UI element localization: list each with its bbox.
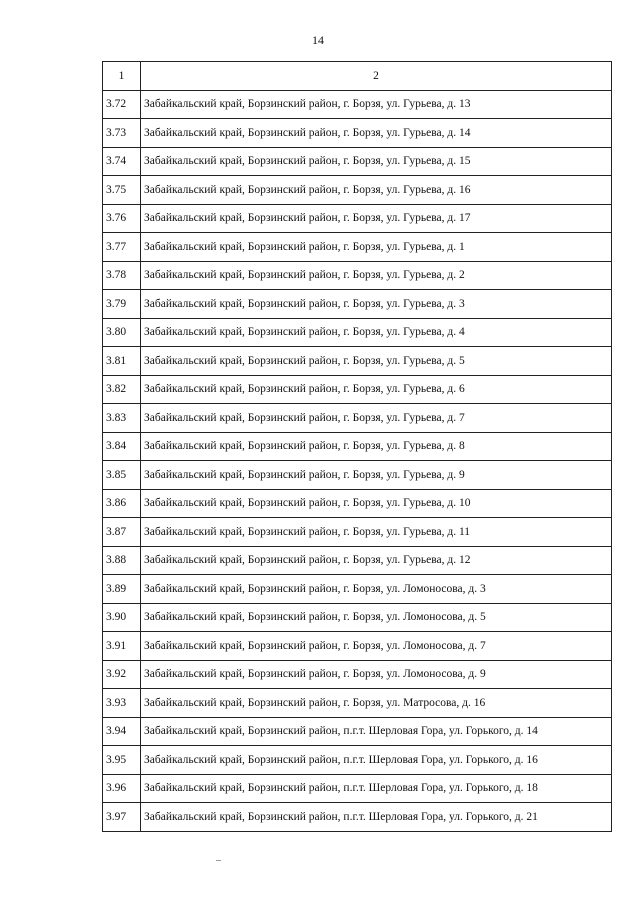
row-address: Забайкальский край, Борзинский район, г. Борзя, ул. Гурьева, д. 14 (141, 119, 612, 148)
table-row (103, 717, 612, 746)
table-row (103, 689, 612, 718)
table-row (103, 261, 612, 290)
row-address: Забайкальский край, Борзинский район, г. Борзя, ул. Гурьева, д. 5 (141, 347, 612, 376)
row-number: 3.74 (103, 147, 141, 176)
row-address: Забайкальский край, Борзинский район, г. Борзя, ул. Гурьева, д. 9 (141, 461, 612, 490)
row-number: 3.85 (103, 461, 141, 490)
row-address: Забайкальский край, Борзинский район, г. Борзя, ул. Ломоносова, д. 9 (141, 660, 612, 689)
row-address: Забайкальский край, Борзинский район, г. Борзя, ул. Ломоносова, д. 3 (141, 575, 612, 604)
table-row (103, 347, 612, 376)
row-address: Забайкальский край, Борзинский район, г. Борзя, ул. Гурьева, д. 15 (141, 147, 612, 176)
row-address: Забайкальский край, Борзинский район, г. Борзя, ул. Гурьева, д. 17 (141, 204, 612, 233)
table-row (103, 233, 612, 262)
row-number: 3.77 (103, 233, 141, 262)
row-number: 3.87 (103, 518, 141, 547)
table-row (103, 632, 612, 661)
table-row (103, 375, 612, 404)
row-number: 3.94 (103, 717, 141, 746)
row-address: Забайкальский край, Борзинский район, г. Борзя, ул. Гурьева, д. 6 (141, 375, 612, 404)
table-row (103, 318, 612, 347)
table-header (103, 62, 612, 91)
table-row (103, 404, 612, 433)
row-number: 3.88 (103, 546, 141, 575)
row-number: 3.83 (103, 404, 141, 433)
row-number: 3.84 (103, 432, 141, 461)
table-row (103, 518, 612, 547)
row-number: 3.79 (103, 290, 141, 319)
scan-artifact (216, 860, 221, 861)
row-number: 3.75 (103, 176, 141, 205)
table-row (103, 147, 612, 176)
row-address: Забайкальский край, Борзинский район, г. Борзя, ул. Ломоносова, д. 5 (141, 603, 612, 632)
table-row (103, 176, 612, 205)
table-row (103, 204, 612, 233)
row-number: 3.72 (103, 90, 141, 119)
row-number: 3.89 (103, 575, 141, 604)
table-header-row (103, 62, 612, 91)
table-row (103, 461, 612, 490)
row-number: 3.96 (103, 774, 141, 803)
row-address: Забайкальский край, Борзинский район, г. Борзя, ул. Гурьева, д. 10 (141, 489, 612, 518)
row-address: Забайкальский край, Борзинский район, п.г.т. Шерловая Гора, ул. Горького, д. 18 (141, 774, 612, 803)
row-address: Забайкальский край, Борзинский район, г. Борзя, ул. Гурьева, д. 1 (141, 233, 612, 262)
row-number: 3.95 (103, 746, 141, 775)
row-number: 3.97 (103, 803, 141, 832)
table-row (103, 290, 612, 319)
row-address: Забайкальский край, Борзинский район, г. Борзя, ул. Гурьева, д. 2 (141, 261, 612, 290)
table-row (103, 803, 612, 832)
address-table (102, 61, 612, 832)
table-row (103, 774, 612, 803)
row-address: Забайкальский край, Борзинский район, г. Борзя, ул. Матросова, д. 16 (141, 689, 612, 718)
row-address: Забайкальский край, Борзинский район, г. Борзя, ул. Ломоносова, д. 7 (141, 632, 612, 661)
row-address: Забайкальский край, Борзинский район, г. Борзя, ул. Гурьева, д. 4 (141, 318, 612, 347)
row-address: Забайкальский край, Борзинский район, п.г.т. Шерловая Гора, ул. Горького, д. 21 (141, 803, 612, 832)
page-number: 14 (312, 33, 324, 47)
table-row (103, 119, 612, 148)
table-row (103, 603, 612, 632)
table-row (103, 432, 612, 461)
table-row (103, 746, 612, 775)
row-address: Забайкальский край, Борзинский район, п.г.т. Шерловая Гора, ул. Горького, д. 16 (141, 746, 612, 775)
column-header-address: 2 (141, 62, 612, 91)
table-row (103, 660, 612, 689)
row-number: 3.93 (103, 689, 141, 718)
row-number: 3.90 (103, 603, 141, 632)
row-address: Забайкальский край, Борзинский район, г. Борзя, ул. Гурьева, д. 13 (141, 90, 612, 119)
row-number: 3.73 (103, 119, 141, 148)
row-address: Забайкальский край, Борзинский район, г. Борзя, ул. Гурьева, д. 8 (141, 432, 612, 461)
table-row (103, 546, 612, 575)
row-number: 3.92 (103, 660, 141, 689)
row-number: 3.80 (103, 318, 141, 347)
table-row (103, 575, 612, 604)
row-number: 3.82 (103, 375, 141, 404)
column-header-number: 1 (103, 62, 141, 91)
row-address: Забайкальский край, Борзинский район, г. Борзя, ул. Гурьева, д. 12 (141, 546, 612, 575)
row-address: Забайкальский край, Борзинский район, г. Борзя, ул. Гурьева, д. 11 (141, 518, 612, 547)
table-row (103, 90, 612, 119)
row-address: Забайкальский край, Борзинский район, г. Борзя, ул. Гурьева, д. 16 (141, 176, 612, 205)
row-address: Забайкальский край, Борзинский район, г. Борзя, ул. Гурьева, д. 3 (141, 290, 612, 319)
table-row (103, 489, 612, 518)
row-address: Забайкальский край, Борзинский район, г. Борзя, ул. Гурьева, д. 7 (141, 404, 612, 433)
row-number: 3.86 (103, 489, 141, 518)
row-address: Забайкальский край, Борзинский район, п.г.т. Шерловая Гора, ул. Горького, д. 14 (141, 717, 612, 746)
row-number: 3.91 (103, 632, 141, 661)
row-number: 3.76 (103, 204, 141, 233)
table-body (103, 90, 612, 831)
row-number: 3.81 (103, 347, 141, 376)
row-number: 3.78 (103, 261, 141, 290)
